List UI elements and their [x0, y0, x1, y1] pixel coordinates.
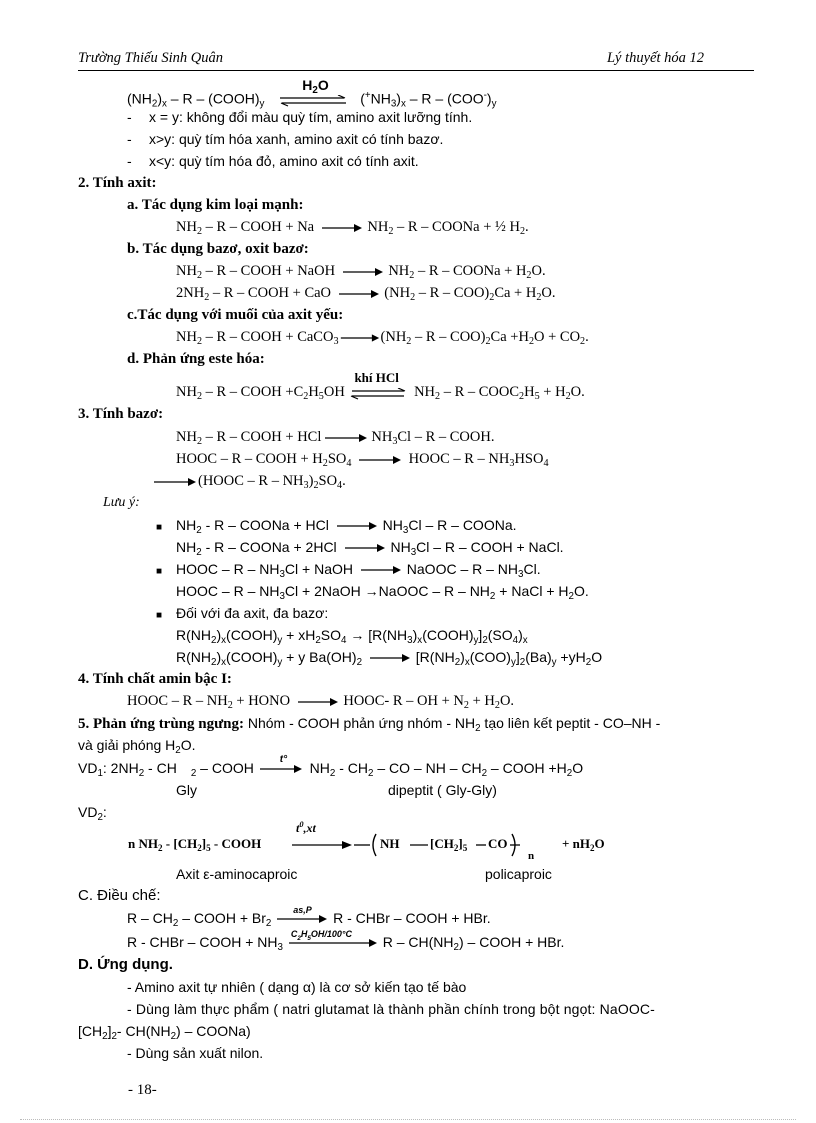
section-title-apps: D. Ứng dụng.	[78, 956, 173, 973]
monomer-name: Axit ε-aminocaproic	[176, 866, 298, 882]
example-2-label: $VD_2$:	[78, 804, 107, 823]
prep-equation-2: R - CHBr – COOH + $NH_3$ $C_2H_5OH/100^\circ C$ R – $CH(NH_2)$ – COOH + HBr.	[127, 929, 565, 953]
subsection-c: c.Tác dụng với muối của axit yếu:	[127, 307, 344, 323]
page-number: - 18-	[128, 1082, 157, 1098]
note-equation-2: $NH_2$ - R – COONa + 2HCl $NH_3Cl$ – R – COOH + NaCl.	[176, 539, 564, 558]
app-line-1: - Amino axit tự nhiên ( dạng α) là cơ sở kiến tạo tế bào	[127, 979, 467, 995]
equation-3-2: HOOC – R – COOH + $H_2SO_4$ HOOC – R – $NH_3HSO_4$	[176, 451, 549, 469]
polymer-condition: $t^0,xt$	[296, 820, 316, 835]
example-1-gly: Gly	[176, 782, 197, 798]
section-title-amine: 4. Tính chất amin bậc I:	[78, 671, 232, 687]
list-item: - x<y: quỳ tím hóa đỏ, amino axit có tính axit.	[127, 153, 419, 169]
prep-equation-1: R – $CH_2$ – COOH + $Br_2$ as,P R - CHBr – COOH + HBr.	[127, 905, 491, 929]
polymer-co: CO	[488, 836, 508, 851]
polymer-n: n	[528, 850, 535, 862]
note-equation-6: $R(NH_2)_x(COOH)_y + xH_2SO_4$ → $[R(NH_3)_x(COOH)_y]_2(SO_4)_x$	[176, 627, 528, 646]
app-line-2: - Dùng làm thực phẩm ( natri glutamat là thành phần chính trong bột ngọt: NaOOC-	[127, 1001, 655, 1017]
list-item: - x>y: quỳ tím hóa xanh, amino axit có tính bazơ.	[127, 131, 444, 147]
example-1: $VD_1$: $2NH_2$ - CH $_2$ – COOH t° $NH_2 - CH_2$ – CO – NH – $CH_2$ – COOH $+H_2O$	[78, 754, 584, 779]
note-label: Lưu ý:	[103, 495, 140, 510]
condensation-cont: và giải phóng $H_2O$.	[78, 737, 196, 756]
section-title-base: 3. Tính bazơ:	[78, 406, 164, 422]
equation-3-3: (HOOC – R – $NH_3)_2SO_4$.	[152, 471, 346, 496]
equation-b1: $NH_2$ – R – COOH + NaOH $NH_2$ – R – COONa + $H_2O$.	[176, 263, 546, 281]
page-edge-divider	[20, 1119, 796, 1120]
note-poly-heading: ■ Đối với đa axit, đa bazơ:	[156, 605, 329, 621]
app-line-4: - Dùng sản xuất nilon.	[127, 1045, 264, 1061]
note-equation-3: ■ HOOC – R – $NH_3Cl$ + NaOH NaOOC – R – $NH_3Cl$.	[156, 561, 541, 580]
note-equation-1: ■ $NH_2$ - R – COONa + HCl $NH_3Cl$ – R – COONa.	[156, 517, 517, 536]
equation-b2: $2NH_2$ – R – COOH + CaO $(NH_2 - R - COO)_2Ca + H_2O$.	[176, 285, 556, 303]
page-header	[78, 50, 754, 71]
subsection-b: b. Tác dụng bazơ, oxit bazơ:	[127, 241, 309, 257]
example-1-dipeptide: dipeptit ( Gly-Gly)	[388, 782, 497, 798]
equilibrium-equation: $(NH_2)_x$ – R – $(COOH)_y$ $H_2O$ $(^+NH_3)_x$ – R – $(COO^-)_y$	[127, 76, 497, 110]
header-school: Trường Thiếu Sinh Quân	[78, 50, 223, 66]
polymer-equation: n $NH_2 - [CH_2]_5$ - COOH	[128, 836, 262, 853]
polymer-name: policaproic	[485, 866, 552, 882]
subsection-a: a. Tác dụng kim loại mạnh:	[127, 197, 304, 213]
app-line-3: $[CH_2]_2-$ $CH(NH_2)$ – COONa)	[78, 1023, 251, 1042]
equation-d1: $NH_2$ – R – COOH $+C_2H_5OH$ khí HCl $NH_2$ – $R - COOC_2H_5 + H_2O$.	[176, 369, 585, 402]
polymer-ch2: $[CH_2]_5$	[430, 836, 468, 853]
section-title-prep: C. Điều chế:	[78, 887, 161, 904]
polymer-nh: NH	[380, 836, 400, 851]
note-equation-7: $R(NH_2)_x(COOH)_y + y$ $Ba(OH)_2$ $[R(NH_2)_x(COO)_y]_2(Ba)_y +yH_2O$	[176, 649, 603, 668]
header-subject: Lý thuyết hóa 12	[606, 50, 704, 66]
list-item: - x = y: không đổi màu quỳ tím, amino axit lưỡng tính.	[127, 109, 473, 125]
equation-3-1: $NH_2$ – R – COOH + HCl $NH_3Cl$ – R – COOH.	[176, 429, 495, 447]
note-equation-4: HOOC – R – $NH_3Cl$ + 2NaOH →NaOOC – R – $NH_2$ + NaCl + $H_2O$.	[176, 583, 589, 602]
polymer-water: + $nH_2O$	[562, 836, 605, 853]
equation-a1: $NH_2$ – R – COOH + Na $NH_2$ – R – COONa + ½ $H_2$.	[176, 219, 529, 237]
equation-c1: $NH_2$ – R – COOH + CaCO$_3$ $(NH_2 - R - COO)_2Ca +H_2O + CO_2$.	[176, 329, 589, 347]
equation-4-1: HOOC – R – $NH_2$ + HONO HOOC- R – OH + $N_2 + H_2O$.	[127, 693, 515, 711]
section-title-acid: 2. Tính axit:	[78, 175, 157, 191]
subsection-d: d. Phản ứng este hóa:	[127, 351, 265, 367]
polymer-arrow	[290, 838, 354, 852]
equilibrium-arrow: $H_2O$	[268, 93, 356, 107]
section-condensation: 5. Phản ứng trùng ngưng: Nhóm - COOH phản ứng nhóm - $NH_2$ tạo liên kết peptit - CO–NH -	[78, 715, 661, 734]
